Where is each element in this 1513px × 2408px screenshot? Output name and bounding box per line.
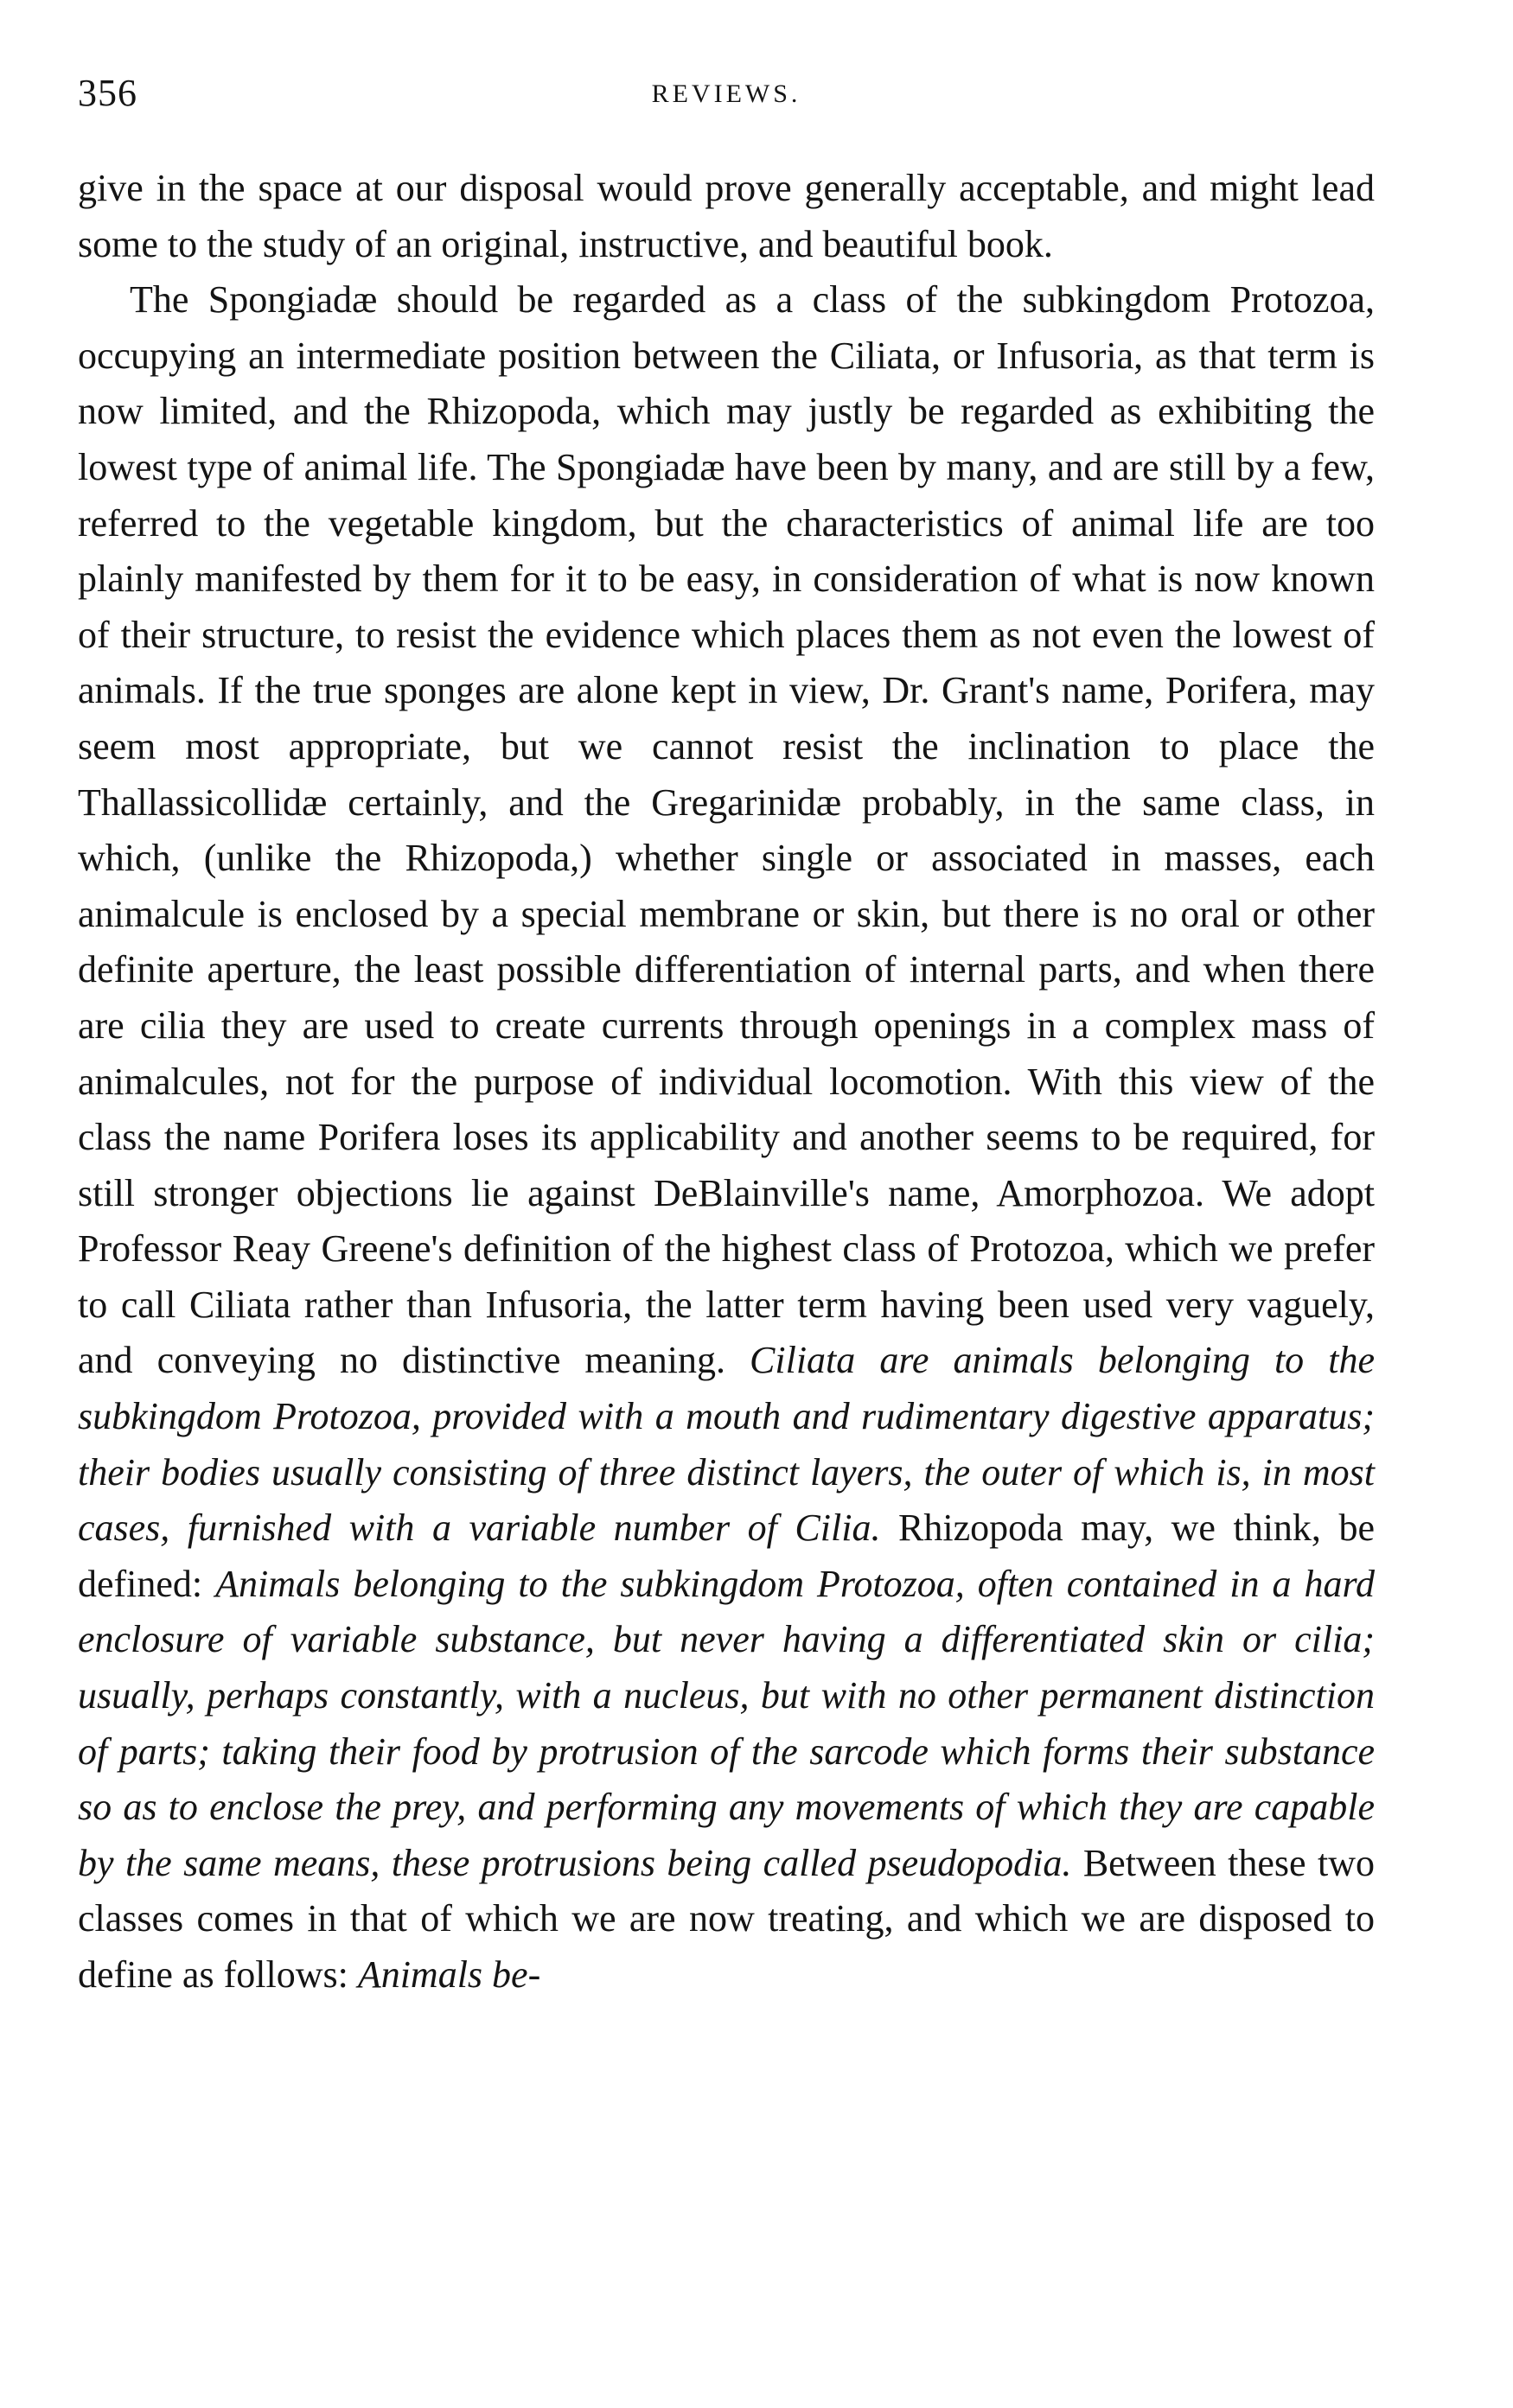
italic-text-segment: Animals belonging to the subkingdom Protozoa, often contained in a hard enclosure of variable substance, but never having a differentiated skin or cilia; usually, perhaps constantly, with a nucleus, but with no other permanent distinction of parts; taking their food by protrusion of the sarcode which forms their substance so as to enclose the prey, and performing any movements of which they are capable by the same means, these protrusions being called pseudopodia.: [78, 1562, 1375, 1884]
running-head: REVIEWS.: [651, 80, 801, 108]
page-header: [78, 71, 1375, 123]
text-segment: Rhizopoda may, we think, be defined:: [78, 1507, 1375, 1605]
page-number: 356: [78, 72, 137, 114]
text-segment: give in the space at our disposal would prove generally acceptable, and might lead some to the study of an original, instructive, and beautiful book.: [78, 167, 1375, 265]
text-segment: The Spongiadæ should be regarded as a class of the subkingdom Protozoa, occupying an intermediate position between the Ciliata, or Infusoria, as that term is now limited, and the Rhizopoda, which may justly be regarded as exhibiting the lowest type of animal life. The Spongiadæ have been by many, and are still by a few, referred to the vegetable kingdom, but the characteristics of animal life are too plainly manifested by them for it to be easy, in consideration of what is now known of their structure, to resist the evidence which places them as not even the lowest of animals. If the true sponges are alone kept in view, Dr. Grant's name, Porifera, may seem most appropriate, but we cannot resist the inclination to place the Thallassicollidæ certainly, and the Gregarinidæ probably, in the same class, in which, (unlike the Rhizopoda,) whether single or associated in masses, each animalcule is enclosed by a special membrane or skin, but there is no oral or other definite aperture, the least possible differentiation of internal parts, and when there are cilia they are used to create currents through openings in a complex mass of animalcules, not for the purpose of individual locomotion. With this view of the class the name Porifera loses its applicability and another seems to be required, for still stronger objections lie against DeBlainville's name, Amorphozoa. We adopt Professor Reay Greene's definition of the highest class of Protozoa, which we prefer to call Ciliata rather than Infusoria, the latter term having been used very vaguely, and conveying no distinctive meaning.: [78, 278, 1375, 1382]
italic-text-segment: Ciliata are animals belonging to the subkingdom Protozoa, provided with a mouth and rudimentary digestive apparatus; their bodies usually consisting of three distinct layers, the outer of which is, in most cases, furnished with a variable number of Cilia.: [78, 1339, 1375, 1550]
paragraph: [78, 161, 1375, 272]
paragraph: [78, 272, 1375, 2003]
body-text: [78, 161, 1375, 2003]
italic-text-segment: Animals be-: [357, 1953, 541, 1996]
text-segment: Between these two classes comes in that of which we are now treating, and which we are disposed to define as follows:: [78, 1841, 1376, 1996]
